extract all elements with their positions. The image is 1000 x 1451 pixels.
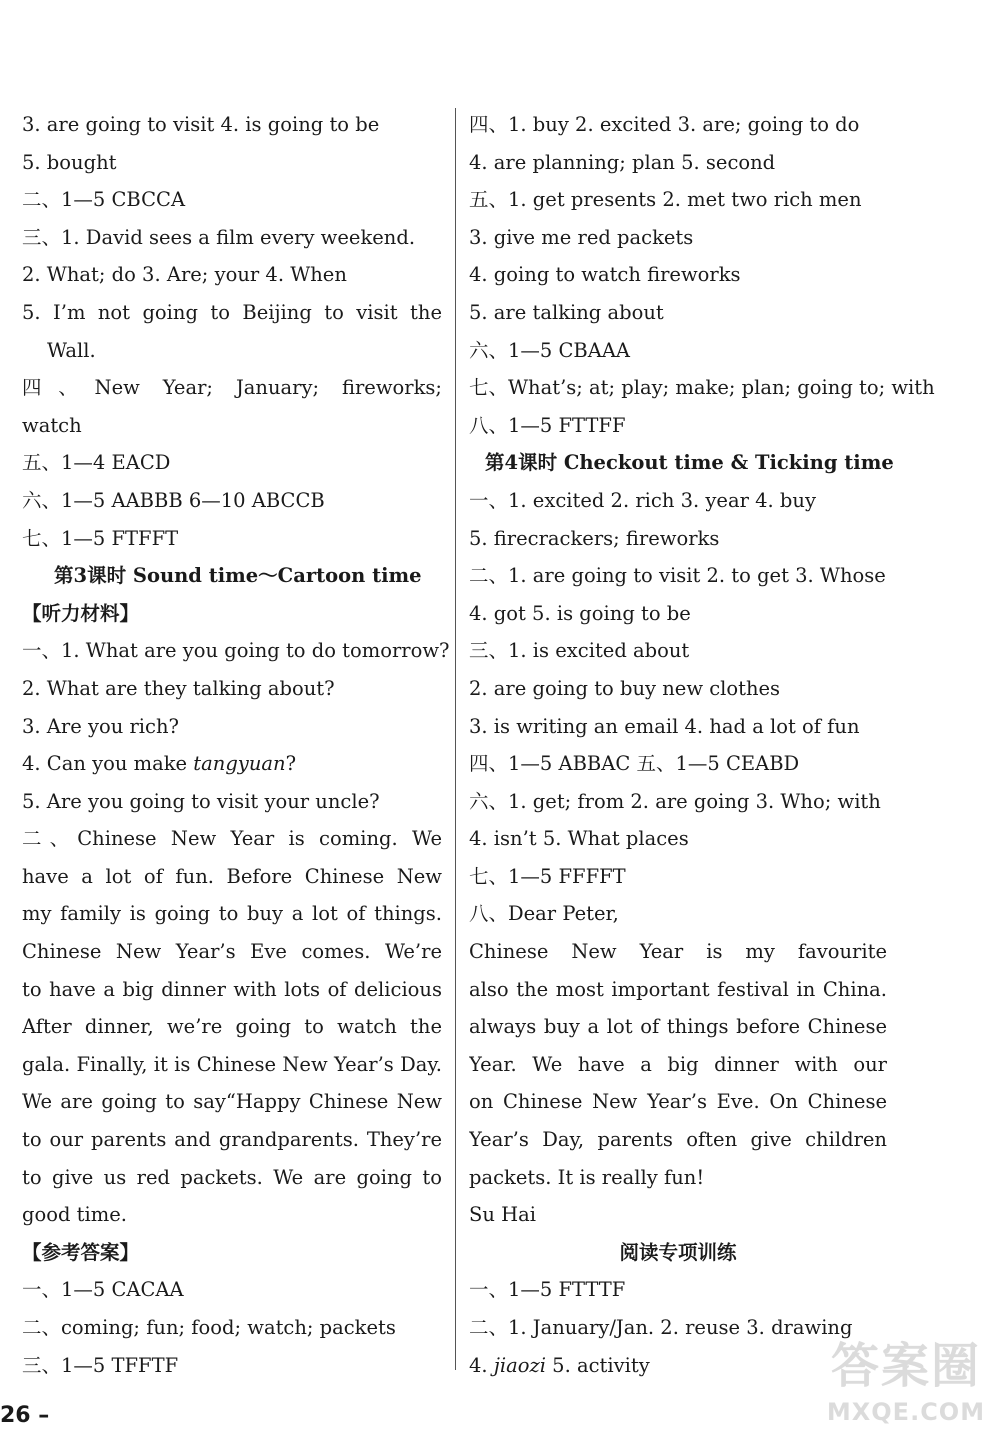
left-column bbox=[22, 106, 450, 1384]
answer-line: 一、1. excited 2. rich 3. year 4. buy bbox=[469, 488, 816, 512]
answer-line: 五、1. get presents 2. met two rich men bbox=[469, 188, 862, 212]
answer-line: 七、1—5 FTFFT bbox=[22, 526, 179, 550]
answer-text: 4. bbox=[469, 1353, 494, 1377]
letter-line: Chinese New Year is my favourite bbox=[469, 940, 887, 964]
answer-line: 4. isn’t 5. What places bbox=[469, 827, 689, 851]
answer-line: 三、1—5 TFFTF bbox=[22, 1353, 179, 1377]
passage-line: good time. bbox=[22, 1203, 127, 1227]
watermark-url: MXQE.COM bbox=[826, 1398, 986, 1426]
reading-training-heading: 阅读专项训练 bbox=[619, 1240, 737, 1264]
answer-line: 二、coming; fun; food; watch; packets bbox=[22, 1316, 396, 1339]
answer-line: 二、1. are going to visit 2. to get 3. Whose bbox=[469, 564, 886, 588]
answer-line: 六、1—5 CBAAA bbox=[469, 338, 631, 362]
letter-line: on Chinese New Year’s Eve. On Chinese bbox=[469, 1090, 887, 1114]
watermark-logo bbox=[822, 1336, 990, 1442]
answer-line: 五、1—4 EACD bbox=[22, 451, 171, 475]
lesson-3-heading: 第3课时 Sound time～Cartoon time bbox=[54, 564, 422, 588]
answer-line: 5. are talking about bbox=[469, 300, 664, 324]
answer-line: 二、1—5 CBCCA bbox=[22, 188, 186, 212]
letter-line: packets. It is really fun! bbox=[469, 1165, 705, 1189]
answer-line: 三、1. is excited about bbox=[469, 639, 690, 663]
answer-line: 5. firecrackers; fireworks bbox=[469, 526, 720, 550]
watermark-text: 答案圈 bbox=[830, 1338, 981, 1394]
answer-line: 2. are going to buy new clothes bbox=[469, 676, 781, 700]
transcript-text: ? bbox=[285, 752, 297, 776]
answer-line: 八、1—5 FTTFF bbox=[469, 413, 626, 437]
page-number: 26 – bbox=[0, 1403, 50, 1428]
letter-line: Year. We have a big dinner with our bbox=[469, 1052, 887, 1076]
answer-line: 二、1. January/Jan. 2. reuse 3. drawing bbox=[469, 1316, 853, 1339]
answer-line: 三、1. David sees a film every weekend. bbox=[22, 225, 416, 249]
answer-line: 4. going to watch fireworks bbox=[469, 263, 741, 287]
transcript-line: 5. Are you going to visit your uncle? bbox=[22, 789, 380, 813]
listening-material-label: 【听力材料】 bbox=[22, 601, 140, 625]
answer-line: 四、1—5 ABBAC 五、1—5 CEABD bbox=[469, 752, 800, 776]
column-divider bbox=[455, 108, 456, 1370]
transcript-line: 一、1. What are you going to do tomorrow? bbox=[22, 639, 450, 663]
passage-line: 二、Chinese New Year is coming. We bbox=[22, 827, 442, 851]
transcript-line: 3. Are you rich? bbox=[22, 714, 179, 738]
answer-line: 3. give me red packets bbox=[469, 225, 694, 249]
passage-line: to our parents and grandparents. They’re bbox=[22, 1128, 442, 1152]
transcript-text: 4. Can you make bbox=[22, 752, 194, 776]
passage-line: After dinner, we’re going to watch the bbox=[22, 1015, 442, 1039]
answer-line: 八、Dear Peter, bbox=[469, 902, 619, 926]
passage-line: have a lot of fun. Before Chinese New bbox=[22, 864, 442, 888]
answer-line: 4. got 5. is going to be bbox=[469, 601, 691, 625]
answer-line: 七、What’s; at; play; make; plan; going to; with bbox=[469, 376, 935, 400]
answer-line: 七、1—5 FFFFT bbox=[469, 864, 626, 888]
answer-line: 六、1—5 AABBB 6—10 ABCCB bbox=[22, 488, 325, 512]
letter-line: Year’s Day, parents often give children bbox=[469, 1128, 887, 1152]
answer-text: 5. activity bbox=[545, 1353, 650, 1377]
answer-line: 四、1. buy 2. excited 3. are; going to do bbox=[469, 113, 860, 136]
passage-line: gala. Finally, it is Chinese New Year’s Day. bbox=[22, 1052, 442, 1076]
answer-line: 一、1—5 FTTTF bbox=[469, 1278, 626, 1302]
passage-line: Chinese New Year’s Eve comes. We’re bbox=[22, 940, 442, 964]
answer-line: 5. bought bbox=[22, 150, 117, 174]
letter-signature: Su Hai bbox=[469, 1203, 536, 1227]
answer-line: 4. are planning; plan 5. second bbox=[469, 150, 776, 174]
italic-word: jiaozi bbox=[493, 1353, 546, 1377]
letter-line: also the most important festival in China. bbox=[469, 977, 887, 1001]
lesson-4-heading: 第4课时 Checkout time & Ticking time bbox=[485, 451, 894, 475]
answer-line: 5. I’m not going to Beijing to visit the bbox=[22, 300, 442, 324]
answer-line: 一、1—5 CACAA bbox=[22, 1278, 184, 1302]
passage-line: to give us red packets. We are going to bbox=[22, 1165, 442, 1189]
passage-line: my family is going to buy a lot of things. bbox=[22, 902, 442, 926]
answer-line: watch bbox=[22, 413, 82, 437]
answer-line: 2. What; do 3. Are; your 4. When bbox=[22, 263, 347, 287]
answer-line: 四、New Year; January; fireworks; bbox=[22, 376, 442, 400]
transcript-line bbox=[22, 745, 442, 783]
answer-line: 3. is writing an email 4. had a lot of fun bbox=[469, 714, 860, 738]
italic-word: tangyuan bbox=[193, 752, 286, 776]
answer-line: Wall. bbox=[47, 338, 96, 362]
letter-line: always buy a lot of things before Chinese bbox=[469, 1015, 887, 1039]
transcript-line: 2. What are they talking about? bbox=[22, 676, 335, 700]
passage-line: We are going to say“Happy Chinese New bbox=[22, 1090, 442, 1114]
answer-line: 六、1. get; from 2. are going 3. Who; with bbox=[469, 789, 881, 813]
answer-line: 3. are going to visit 4. is going to be bbox=[22, 113, 380, 136]
reference-answers-label: 【参考答案】 bbox=[22, 1240, 140, 1264]
passage-line: to have a big dinner with lots of delicious bbox=[22, 977, 442, 1001]
